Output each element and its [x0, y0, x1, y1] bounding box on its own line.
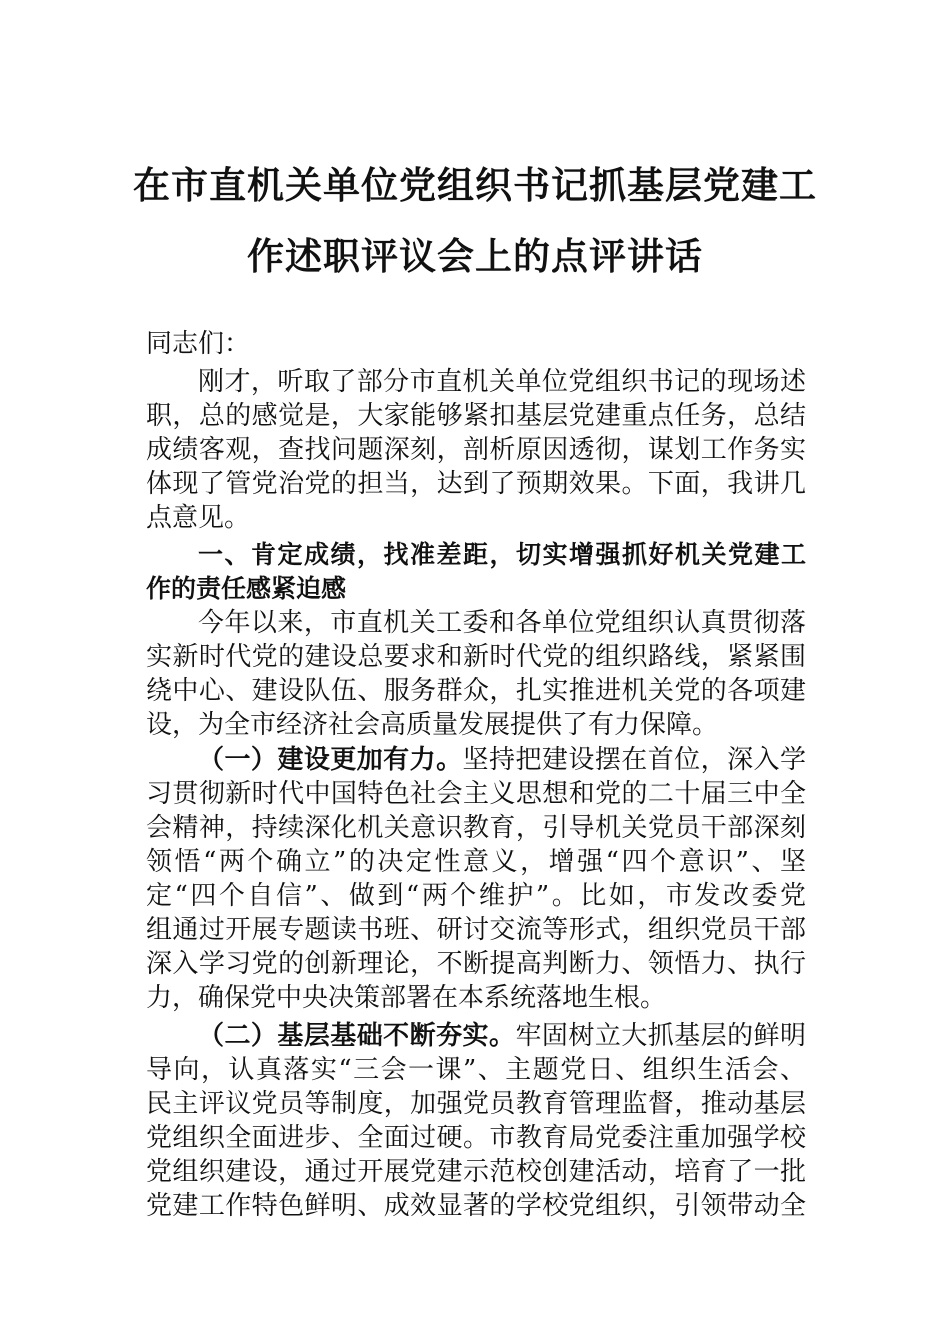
body-line: 会精神，持续深化机关意识教育，引导机关党员干部深刻	[146, 813, 806, 843]
subsection-text: 牢固树立大抓基层的鲜明	[515, 1021, 806, 1051]
body-line: 今年以来，市直机关工委和各单位党组织认真贯彻落	[198, 608, 806, 638]
subsection-first-line	[198, 743, 806, 777]
document-title-line-1: 在市直机关单位党组织书记抓基层党建工	[133, 163, 817, 207]
body-line: 民主评议党员等制度，加强党员教育管理监督，推动基层	[146, 1089, 806, 1119]
body-line: 实新时代党的建设总要求和新时代党的组织路线，紧紧围	[146, 642, 806, 672]
intro-line: 体现了管党治党的担当，达到了预期效果。下面，我讲几	[146, 469, 806, 499]
body-line: 党组织建设，通过开展党建示范校创建活动，培育了一批	[146, 1157, 806, 1187]
section-heading-line: 作的责任感紧迫感	[146, 574, 347, 603]
document-title-line-2: 作述职评议会上的点评讲话	[247, 234, 703, 278]
body-line: 绕中心、建设队伍、服务群众，扎实推进机关党的各项建	[146, 676, 806, 706]
intro-line: 职，总的感觉是，大家能够紧扣基层党建重点任务，总结	[146, 401, 806, 431]
subsection-text: 坚持把建设摆在首位，深入学	[462, 745, 806, 775]
intro-line: 刚才，听取了部分市直机关单位党组织书记的现场述	[198, 367, 806, 397]
body-line: 定“四个自信”、做到“两个维护”。比如，市发改委党	[146, 881, 806, 911]
body-line: 党建工作特色鲜明、成效显著的学校党组织，引领带动全	[146, 1191, 806, 1221]
intro-line: 点意见。	[146, 503, 251, 533]
body-line: 力，确保党中央决策部署在本系统落地生根。	[146, 983, 667, 1013]
intro-line: 成绩客观，查找问题深刻，剖析原因透彻，谋划工作务实	[146, 435, 806, 465]
body-line: 党组织全面进步、全面过硬。市教育局党委注重加强学校	[146, 1123, 806, 1153]
subsection-first-line	[198, 1019, 806, 1053]
subsection-lead: （一）建设更加有力。	[198, 745, 463, 775]
subsection-lead: （二）基层基础不断夯实。	[198, 1021, 516, 1051]
body-line: 导向，认真落实“三会一课”、主题党日、组织生活会、	[146, 1055, 806, 1085]
section-heading-line: 一、肯定成绩，找准差距，切实增强抓好机关党建工	[198, 540, 806, 569]
body-line: 设，为全市经济社会高质量发展提供了有力保障。	[146, 710, 719, 740]
body-line: 组通过开展专题读书班、研讨交流等形式，组织党员干部	[146, 915, 806, 945]
body-line: 习贯彻新时代中国特色社会主义思想和党的二十届三中全	[146, 779, 806, 809]
body-line: 深入学习党的创新理论，不断提高判断力、领悟力、执行	[146, 949, 806, 979]
salutation: 同志们：	[146, 329, 251, 359]
body-line: 领悟“两个确立”的决定性意义，增强“四个意识”、坚	[146, 847, 806, 877]
